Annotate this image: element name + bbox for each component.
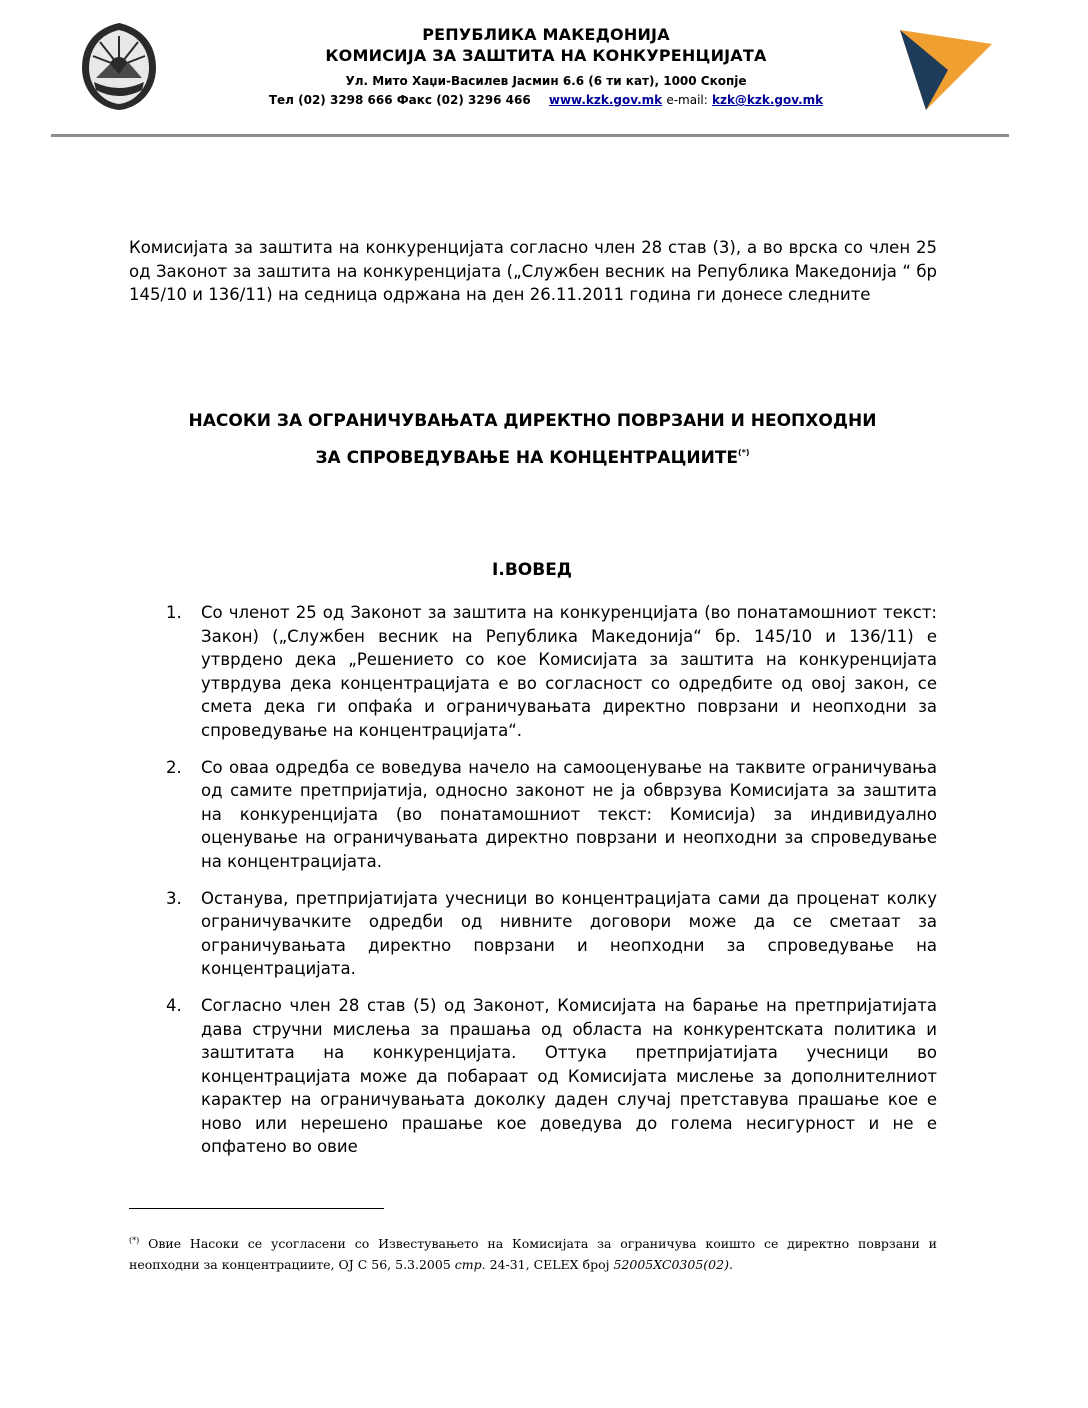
footnote: (*) Овие Насоки се усогласени со Известувањето на Комисијата за ограничува коишто се директно поврзани и неопходни за концентрациите, OJ C 56, 5.3.2005 стр. 24-31, CELEX број 52005XC0305(02). xyxy=(129,1236,937,1273)
email-label: e-mail: xyxy=(666,93,708,107)
list-item: 4. Согласно член 28 став (5) од Законот, Комисијата на барање на претпријатијата дава стручни мислења за прашања од областа на конкурентската политика и заштитата на конкуренцијата. Оттука претпријатијата учесници во концентрацијата може да побараат од Комисијата мислење за дополнителниот карактер на ограничувањата доколку даден случај претставува прашање кое е ново или нерешено прашање кое доведува до голема несигурност и не е опфатено во овие xyxy=(166,995,937,1157)
email-link[interactable]: kzk@kzk.gov.mk xyxy=(711,93,824,107)
footnote-divider xyxy=(129,1208,384,1209)
contact-line xyxy=(240,91,852,110)
country-name: РЕПУБЛИКА МАКЕДОНИЈА xyxy=(422,25,670,44)
footnote-marker: (*) xyxy=(129,1236,140,1245)
address: Ул. Мито Хаџи-Василев Јасмин 6.6 (6 ти кат), 1000 Скопје xyxy=(345,74,747,88)
celex-number: 52005XC0305(02) xyxy=(613,1257,729,1273)
header-divider xyxy=(51,134,1009,137)
list-item: 2. Со оваа одредба се воведува начело на самооценување на таквите ограничувања од самите претпријатија, односно законот не ја обврзува Комисијата за заштита на конкуренцијата (во понатамошниот текст: Комисија) за индивидуално оценување на ограничувањата директно поврзани и неопходни за спроведување на концентрацијата. xyxy=(166,757,937,871)
phone-fax: Тел (02) 3298 666 Факс (02) 3296 466 xyxy=(268,93,531,107)
website-link[interactable]: www.kzk.gov.mk xyxy=(548,93,663,107)
coat-of-arms-icon xyxy=(80,20,158,112)
commission-name: КОМИСИЈА ЗА ЗАШТИТА НА КОНКУРЕНЦИЈАТА xyxy=(325,46,767,65)
section-heading: I.ВОВЕД xyxy=(492,560,572,580)
footnote-marker: (*) xyxy=(738,448,750,457)
intro-paragraph: Комисијата за заштита на конкуренцијата согласно член 28 став (3), а во врска со член 25 од Законот за заштита на конкуренцијата („Службен весник на Република Македонија “ бр 145/10 и 136/11) на седница одржана на ден 26.11.2011 година ги донесе следните xyxy=(129,238,937,305)
list-item: 3. Останува, претпријатијата учесници во концентрацијата сами да проценат колку ограничувачките одредби од нивните договори може да се сметаат за ограничувањата директно поврзани и неопходни за спроведување на концентрацијата. xyxy=(166,888,937,979)
letterhead-text xyxy=(240,24,852,110)
title-line-1: НАСОКИ ЗА ОГРАНИЧУВАЊАТА ДИРЕКТНО ПОВРЗАНИ И НЕОПХОДНИ xyxy=(188,411,877,431)
title-line-2: ЗА СПРОВЕДУВАЊЕ НА КОНЦЕНТРАЦИИТЕ(*) xyxy=(315,448,750,468)
document-title xyxy=(120,406,945,474)
triangle-logo-icon xyxy=(896,26,996,112)
numbered-list xyxy=(161,601,937,1172)
list-item: 1. Со членот 25 од Законот за заштита на конкуренцијата (во понатамошниот текст: Закон) („Службен весник на Република Македонија“ бр. 145/10 и 136/11) е утврдено дека „Решението со кое Комисијата за заштита на конкуренцијата утврдува дека концентрацијата е во согласност со одредбите од овој закон, се смета дека ги опфаќа и ограничувањата директно поврзани и неопходни за спроведување на концентрацијата“. xyxy=(166,603,937,740)
letterhead xyxy=(0,0,1088,140)
